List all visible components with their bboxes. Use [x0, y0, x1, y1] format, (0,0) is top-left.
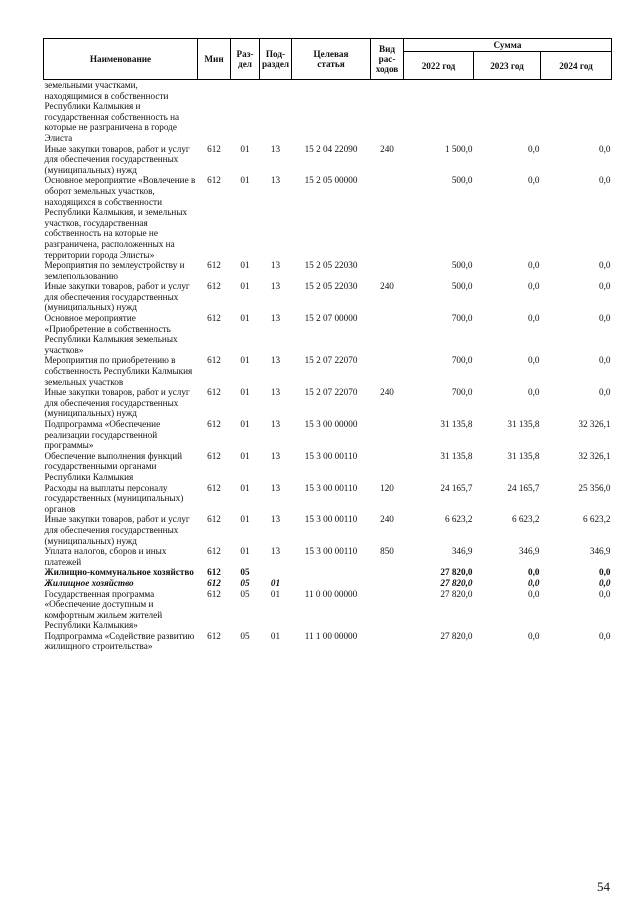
table-body: [44, 80, 612, 653]
cell-2022: 700,0: [451, 387, 473, 398]
cell-2022: 6 623,2: [444, 514, 473, 525]
cell-2024: 0,0: [599, 281, 611, 292]
cell-podrazdel: 13: [270, 175, 281, 186]
cell-podrazdel: 13: [270, 143, 281, 154]
cell-2023: 0,0: [528, 175, 540, 186]
col-header-2022: 2022 год: [404, 52, 474, 80]
col-header-name: Наименование: [44, 39, 198, 80]
cell-target: 15 2 07 22070: [304, 355, 358, 366]
col-header-min: Мин: [198, 39, 231, 80]
cell-name: Иные закупки товаров, работ и услуг для обеспечения государственных (муниципальных) нужд: [44, 514, 190, 546]
cell-name: земельными участками, находящимися в собственности Республики Калмыкия и государственная собственность на которые не разграничена в городе Элиста: [44, 80, 180, 143]
cell-vid: [371, 80, 404, 144]
table-row: [44, 419, 612, 451]
cell-target: 15 3 00 00110: [304, 546, 358, 557]
cell-vid: [371, 589, 404, 631]
cell-2022: 31 135,8: [440, 419, 473, 429]
cell-2024: 0,0: [599, 567, 611, 578]
cell-vid: 850: [380, 546, 394, 557]
cell-2024: 0,0: [599, 175, 611, 186]
cell-2023: 24 165,7: [507, 482, 540, 493]
table-row: [44, 260, 612, 281]
cell-target: 11 1 00 00000: [304, 630, 358, 641]
cell-2024: 0,0: [599, 313, 611, 324]
cell-vid: 240: [380, 514, 394, 525]
cell-razdel: 05: [240, 588, 250, 599]
cell-name: Уплата налогов, сборов и иных платежей: [44, 546, 167, 567]
cell-min: 612: [207, 567, 221, 578]
cell-2023: 0,0: [528, 355, 540, 366]
cell-min: 612: [207, 387, 221, 398]
cell-2023: 0,0: [528, 387, 540, 398]
table-row: [44, 483, 612, 515]
cell-target: 15 3 00 00110: [304, 514, 358, 525]
table-row: [44, 589, 612, 631]
cell-2024: 25 356,0: [578, 482, 611, 493]
table-row: [44, 578, 612, 589]
cell-podrazdel: 13: [270, 313, 281, 324]
cell-2024: 0,0: [599, 387, 611, 398]
cell-razdel: 05: [240, 577, 250, 588]
cell-vid: [371, 631, 404, 652]
col-header-2024: 2024 год: [541, 52, 612, 80]
cell-razdel: 01: [240, 281, 250, 292]
cell-min: 612: [207, 355, 221, 366]
cell-vid: [371, 451, 404, 483]
cell-2023: 346,9: [518, 546, 540, 557]
cell-razdel: [231, 80, 260, 144]
cell-vid: [371, 260, 404, 281]
cell-podrazdel: 13: [270, 355, 281, 366]
col-header-vid: Вид рас- ходов: [371, 39, 404, 80]
cell-target: 15 3 00 00000: [304, 419, 358, 429]
page-number: 54: [597, 879, 610, 894]
cell-name: Иные закупки товаров, работ и услуг для обеспечения государственных (муниципальных) нужд: [44, 143, 190, 175]
col-header-podrazdel: Под- раздел: [260, 39, 292, 80]
cell-min: 612: [207, 281, 221, 292]
cell-name: Мероприятия по землеустройству и землепользованию: [44, 260, 185, 281]
cell-target: 15 3 00 00110: [304, 450, 358, 461]
cell-razdel: 01: [240, 313, 250, 324]
cell-name: Жилищно-коммунальное хозяйство: [44, 567, 194, 578]
table-row: [44, 567, 612, 578]
cell-vid: 120: [380, 482, 394, 493]
col-header-sum: Сумма: [404, 39, 612, 52]
cell-razdel: 01: [240, 514, 250, 525]
cell-podrazdel: 13: [270, 387, 281, 398]
cell-min: 612: [207, 313, 221, 324]
cell-name: Основное мероприятие «Вовлечение в оборот земельных участков, находящихся в собственности Республики Калмыкия, и земельных участков, государственная собственность на которые не разграничена, расположенных на территории города Элисты»: [44, 175, 196, 260]
cell-razdel: 05: [240, 630, 250, 641]
table-row: [44, 144, 612, 176]
cell-razdel: 01: [240, 387, 250, 398]
cell-podrazdel: 13: [270, 419, 281, 429]
cell-vid: 240: [380, 281, 394, 292]
cell-2022: 346,9: [451, 546, 473, 557]
cell-2024: 0,0: [599, 355, 611, 366]
cell-2023: 0,0: [528, 313, 540, 324]
table-row: [44, 281, 612, 313]
cell-2022: 27 820,0: [440, 577, 473, 588]
table-row: [44, 175, 612, 260]
cell-2024: 0,0: [599, 260, 611, 271]
cell-2023: 31 135,8: [507, 419, 540, 429]
cell-2023: [474, 80, 541, 144]
cell-2022: 700,0: [451, 355, 473, 366]
cell-name: Расходы на выплаты персоналу государственных (муниципальных) органов: [44, 482, 184, 514]
cell-podrazdel: 13: [270, 450, 281, 461]
table-row: [44, 355, 612, 387]
cell-name: Подпрограмма «Обеспечение реализации государственной программы»: [44, 419, 161, 451]
cell-2023: 0,0: [528, 577, 540, 588]
cell-podrazdel: [260, 80, 292, 144]
cell-vid: 240: [380, 143, 394, 154]
cell-2024: 346,9: [589, 546, 611, 557]
cell-razdel: 05: [240, 567, 250, 578]
cell-vid: [371, 313, 404, 355]
cell-2022: 27 820,0: [440, 567, 473, 578]
cell-vid: [371, 578, 404, 589]
cell-razdel: 01: [240, 482, 250, 493]
cell-2023: 0,0: [528, 143, 540, 154]
cell-podrazdel: 01: [270, 630, 281, 641]
cell-2024: 32 326,1: [578, 419, 611, 429]
cell-min: 612: [207, 175, 221, 186]
cell-razdel: 01: [240, 450, 250, 461]
cell-vid: [371, 567, 404, 578]
cell-2024: 0,0: [599, 577, 611, 588]
cell-2022: 1 500,0: [444, 143, 473, 154]
cell-podrazdel: 13: [270, 514, 281, 525]
cell-podrazdel: 01: [270, 588, 281, 599]
cell-target: 15 2 04 22090: [304, 143, 358, 154]
cell-name: Мероприятия по приобретению в собственность Республики Калмыкия земельных участков: [44, 355, 193, 387]
cell-razdel: 01: [240, 546, 250, 557]
cell-min: 612: [207, 482, 221, 493]
budget-table: [43, 38, 612, 652]
table-row: [44, 546, 612, 567]
cell-2023: 0,0: [528, 630, 540, 641]
cell-2022: 500,0: [451, 281, 473, 292]
cell-min: 612: [207, 588, 221, 599]
cell-name: Подпрограмма «Содействие развитию жилищного строительства»: [44, 630, 195, 652]
cell-podrazdel: 13: [270, 281, 281, 292]
cell-min: [198, 80, 231, 144]
cell-target: 15 2 05 22030: [304, 281, 358, 292]
cell-2024: 0,0: [599, 143, 611, 154]
cell-2022: 27 820,0: [440, 630, 473, 641]
cell-2024: [541, 80, 612, 144]
table-row: [44, 514, 612, 546]
cell-name: Иные закупки товаров, работ и услуг для обеспечения государственных (муниципальных) нужд: [44, 281, 190, 313]
cell-razdel: 01: [240, 260, 250, 271]
cell-2023: 6 623,2: [511, 514, 540, 525]
cell-target: [292, 80, 371, 144]
cell-target: 11 0 00 00000: [304, 588, 358, 599]
cell-min: 612: [207, 143, 221, 154]
col-header-2023: 2023 год: [474, 52, 541, 80]
cell-2023: 0,0: [528, 588, 540, 599]
cell-name: Основное мероприятие «Приобретение в собственность Республики Калмыкия земельных участков»: [44, 313, 178, 355]
cell-name: Обеспечение выполнения функций государственными органами Республики Калмыкия: [44, 450, 183, 482]
cell-target: [292, 567, 371, 578]
cell-2023: 0,0: [528, 281, 540, 292]
cell-podrazdel: 01: [270, 577, 281, 588]
cell-min: 612: [207, 546, 221, 557]
cell-2022: 700,0: [451, 313, 473, 324]
cell-min: 612: [207, 419, 221, 429]
cell-target: 15 2 05 22030: [304, 260, 358, 271]
col-header-razdel: Раз- дел: [231, 39, 260, 80]
cell-2022: [404, 80, 474, 144]
cell-name: Государственная программа «Обеспечение доступным и комфортным жильем жителей Республики Калмыкия»: [44, 588, 163, 631]
cell-razdel: 01: [240, 175, 250, 186]
cell-target: 15 2 07 22070: [304, 387, 358, 398]
cell-min: 612: [207, 577, 221, 588]
cell-vid: [371, 355, 404, 387]
cell-min: 612: [207, 260, 221, 271]
table-row: [44, 80, 612, 144]
cell-podrazdel: 13: [270, 482, 281, 493]
cell-razdel: 01: [240, 419, 250, 429]
cell-2022: 500,0: [451, 175, 473, 186]
cell-vid: [371, 175, 404, 260]
cell-razdel: 01: [240, 143, 250, 154]
cell-name: Жилищное хозяйство: [44, 577, 134, 588]
cell-2024: 0,0: [599, 588, 611, 599]
table-header: [44, 39, 612, 80]
cell-2023: 0,0: [528, 567, 540, 578]
cell-min: 612: [207, 514, 221, 525]
col-header-target: Целевая статья: [292, 39, 371, 80]
cell-2023: 31 135,8: [507, 450, 540, 461]
cell-min: 612: [207, 450, 221, 461]
table-row: [44, 387, 612, 419]
cell-2024: 32 326,1: [578, 450, 611, 461]
cell-podrazdel: 13: [270, 260, 281, 271]
cell-target: 15 3 00 00110: [304, 482, 358, 493]
cell-2022: 27 820,0: [440, 588, 473, 599]
cell-vid: 240: [380, 387, 394, 398]
cell-podrazdel: 13: [270, 546, 281, 557]
cell-razdel: 01: [240, 355, 250, 366]
cell-2022: 31 135,8: [440, 450, 473, 461]
cell-target: 15 2 05 00000: [304, 175, 358, 186]
cell-2022: 500,0: [451, 260, 473, 271]
cell-target: 15 2 07 00000: [304, 313, 358, 324]
cell-podrazdel: [260, 567, 292, 578]
cell-target: [292, 578, 371, 589]
cell-2024: 6 623,2: [582, 514, 611, 525]
cell-name: Иные закупки товаров, работ и услуг для обеспечения государственных (муниципальных) нужд: [44, 387, 190, 419]
cell-min: 612: [207, 630, 221, 641]
cell-2022: 24 165,7: [440, 482, 473, 493]
cell-vid: [371, 419, 404, 451]
cell-2024: 0,0: [599, 630, 611, 641]
table-row: [44, 631, 612, 652]
cell-2023: 0,0: [528, 260, 540, 271]
table-row: [44, 451, 612, 483]
table-row: [44, 313, 612, 355]
